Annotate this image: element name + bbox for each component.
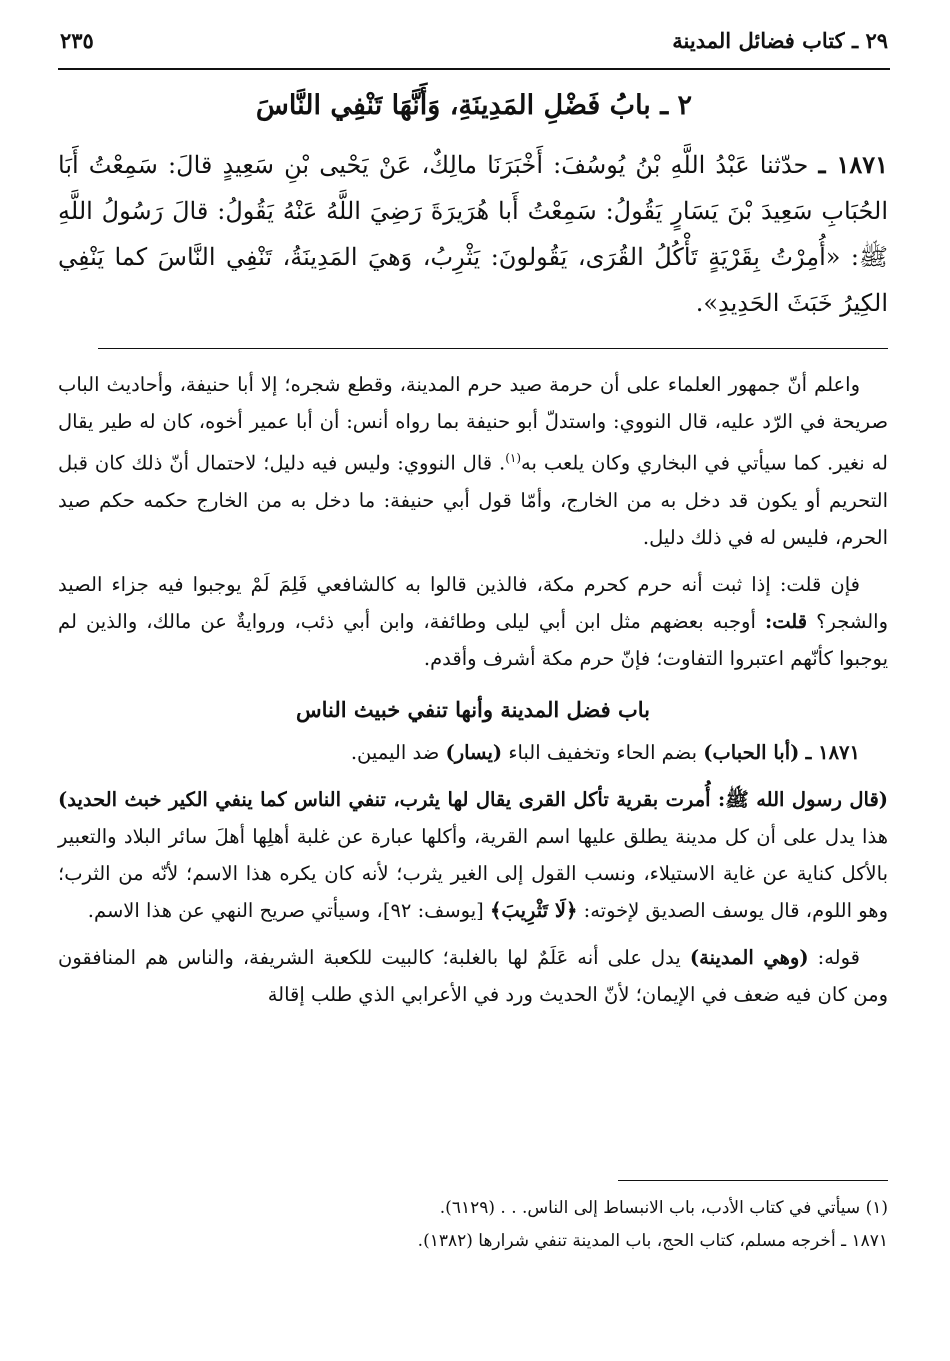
explained-term: (أبا الحباب)	[703, 740, 800, 764]
paragraph-text: هذا يدل على أن كل مدينة يطلق عليها اسم القرية، وأكلها عبارة عن غلبة أهلِها أهلَ سائر البلاد والتعبير بالأكل كناية عن غاية الاستيلاء، ونسب القول إلى الغير يثرب؛ لأنه كان يكره هذا الاسم؛ لأنّه من الثرب؛ وهو اللوم، قال يوسف الصديق لإخوته:	[58, 824, 888, 922]
quoted-hadith: (قال رسول الله ﷺ: أُمرت بقرية تأكل القرى يقال لها يثرب، تنفي الناس كما ينفي الكير خبث الحديد)	[58, 787, 888, 811]
quran-verse: ﴿لَا تَثْرِيبَ﴾	[490, 898, 578, 922]
answer-marker: قلت:	[764, 609, 808, 633]
hadith-text-block	[58, 142, 888, 326]
paragraph-text: يدل على أنه عَلَمٌ لها بالغلبة؛ كالبيت للكعبة الشريفة، والناس هم المنافقون ومن كان فيه ضعف في الإيمان؛ لأنّ الحديث ورد في الأعرابي الذي طلب إقالة	[58, 945, 888, 1006]
paragraph-text: . قال النووي: وليس فيه دليل؛ لاحتمال أنّ ذلك كان قبل التحريم أو يكون قد دخل به من الخارج، وأمّا قول أبي حنيفة: ما دخل به من الخارج حكمه حكم صيد الحرم، فليس له في ذلك دليل.	[58, 451, 888, 549]
commentary-paragraph	[58, 939, 888, 1013]
footnote: ١٨٧١ ـ أخرجه مسلم، كتاب الحج، باب المدينة تنفي شرارها (١٣٨٢).	[417, 1231, 888, 1251]
paragraph-text: [يوسف: ٩٢]، وسيأتي صريح النهي عن هذا الاسم.	[87, 898, 484, 922]
hadith-number: ١٨٧١ ـ	[818, 150, 888, 179]
commentary-subheading: باب فضل المدينة وأنها تنفي خبيث الناس	[296, 696, 650, 722]
header-rule	[58, 68, 890, 70]
footnote-marker: (١)	[505, 451, 522, 465]
explained-term: (يسار)	[445, 740, 503, 764]
page-number: ٢٣٥	[60, 28, 94, 53]
hadith-text: حدّثنا عَبْدُ اللَّهِ بْنُ يُوسُفَ: أَخْبَرَنَا مالِكٌ، عَنْ يَحْيى بْنِ سَعِيدٍ قالَ: سَمِعْتُ أَبَا الحُبَابِ سَعِيدَ بْنَ يَسَارٍ يَقُولُ: سَمِعْتُ أَبا هُرَيرَةَ رَضِيَ اللَّهُ عَنْهُ يَقُولُ: قالَ رَسُولُ اللَّهِ ﷺ: «أُمِرْتُ بِقَرْيَةٍ تَأْكُلُ القُرَى، يَقُولونَ: يَثْرِبُ، وَهيَ المَدِينَةُ، تَنْفِي النَّاسَ كما يَنْفِي الكِيرُ خَبَثَ الحَدِيدِ».	[58, 151, 888, 317]
commentary-paragraph	[58, 566, 888, 677]
section-separator	[98, 348, 888, 349]
footnotes	[58, 1192, 888, 1258]
commentary-paragraph	[58, 781, 888, 929]
running-title: ٢٩ ـ كتاب فضائل المدينة	[672, 28, 888, 53]
footnote-rule	[618, 1180, 888, 1181]
commentary-block	[58, 366, 888, 1023]
chapter-title: ٢ ـ بابُ فَضْلِ المَدِينَةِ، وَأَنَّهَا تَنْفِي النَّاسَ	[255, 90, 693, 121]
explained-term: (وهي المدينة)	[689, 945, 809, 969]
commentary-paragraph	[58, 734, 888, 771]
paragraph-text: أوجبه بعضهم مثل ابن أبي ليلى وطائفة، وابن أبي ذئب، وروايةٌ عن مالك، والذين لم يوجبوا كأنّهم اعتبروا التفاوت؛ فإنّ حرم مكة أشرف وأقدم.	[58, 609, 888, 670]
paragraph-text: ضد اليمين.	[350, 740, 440, 764]
paragraph-text: بضم الحاء وتخفيف الباء	[508, 740, 697, 764]
footnote: (١) سيأتي في كتاب الأدب، باب الانبساط إلى الناس. . . (٦١٢٩).	[439, 1198, 888, 1218]
paragraph-text: فإن قلت: إذا ثبت أنه حرم كحرم مكة، فالذين قالوا به كالشافعي فَلِمَ لَمْ يوجبوا فيه جزاء الصيد والشجر؟	[58, 572, 888, 633]
paragraph-text: قوله:	[817, 945, 860, 969]
commentary-paragraph	[58, 366, 888, 556]
hadith-number: ١٨٧١ ـ	[805, 740, 860, 764]
paragraph-text: واعلم أنّ جمهور العلماء على أن حرمة صيد حرم المدينة، وقطع شجره؛ إلا أبا حنيفة، وأحاديث الباب صريحة في الرّد عليه، قال النووي: واستدلّ أبو حنيفة بما رواه أنس: أن أبا عمير أخوه، كان له طير يقال له نغير. كما سيأتي في البخاري وكان يلعب به	[58, 373, 888, 475]
